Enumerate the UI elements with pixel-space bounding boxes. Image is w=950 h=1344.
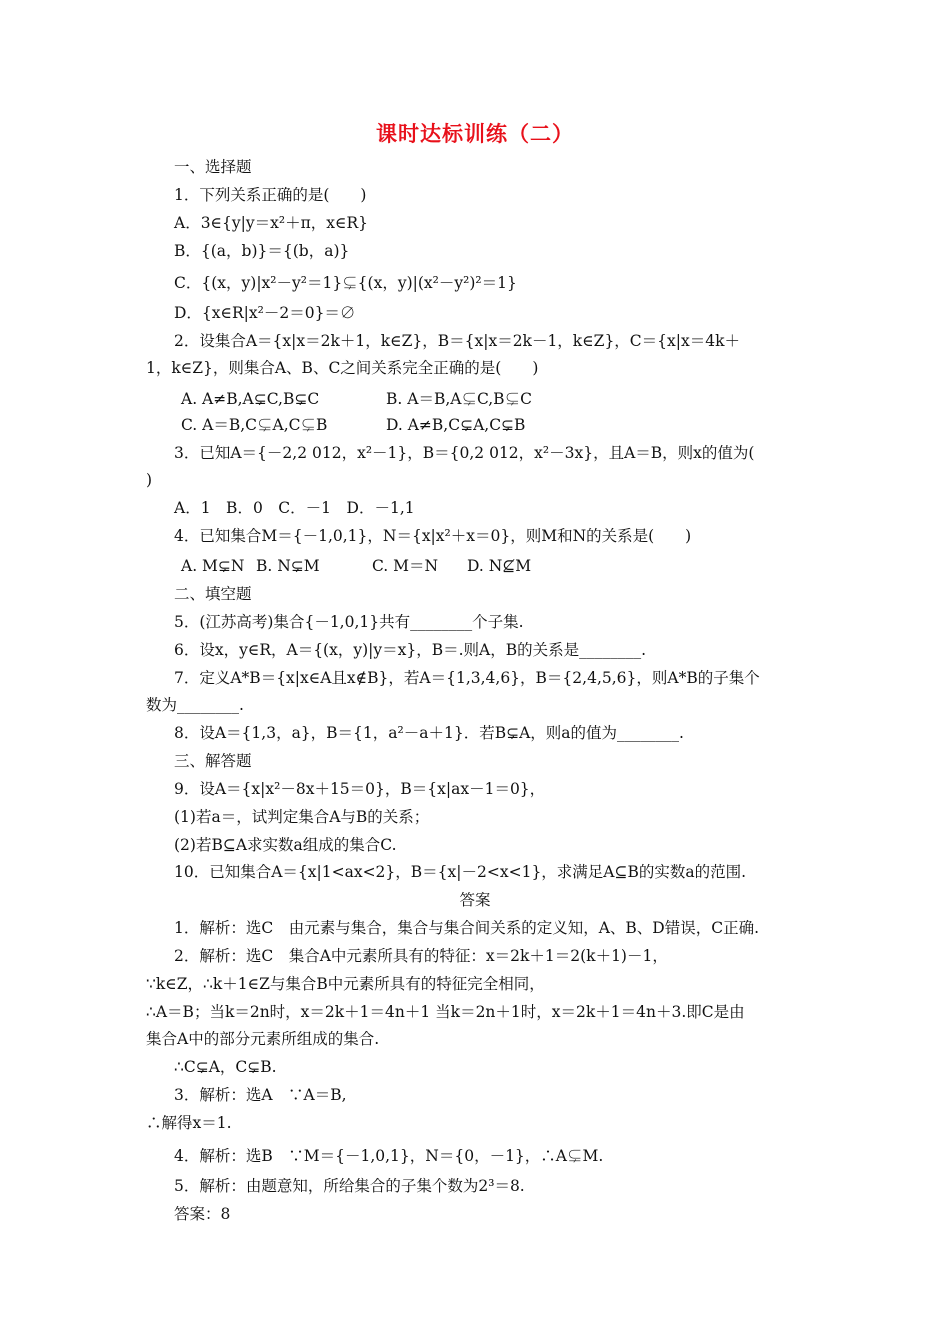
- question-9-part-2: (2)若B⊆A求实数a组成的集合C.: [174, 836, 397, 854]
- section-heading-solve: 三、解答题: [174, 752, 252, 770]
- question-2-option-d: D. A≠B,C⊊A,C⊊B: [386, 416, 526, 434]
- section-heading-fill: 二、填空题: [174, 585, 252, 603]
- question-1-option-b: B．{(a，b)}＝{(b，a)}: [174, 242, 350, 260]
- question-6: 6．设x，y∈R，A＝{(x，y)|y＝x}，B＝.则A，B的关系是________.: [174, 641, 647, 659]
- question-4-option-b: B. N⊊M: [256, 557, 320, 575]
- question-1-stem: 1．下列关系正确的是( ): [174, 186, 367, 204]
- question-8: 8．设A＝{1,3，a}，B＝{1，a²－a＋1}．若B⊊A，则a的值为________.: [174, 724, 684, 742]
- question-2-option-a: A. A≠B,A⊊C,B⊊C: [181, 390, 320, 408]
- page-title: 课时达标训练（二）: [376, 122, 574, 146]
- answer-2-line-3: ∴A＝B；当k＝2n时，x＝2k＋1＝4n＋1 当k＝2n＋1时，x＝2k＋1＝4n＋3.即C是由: [146, 1003, 745, 1021]
- question-1-option-a: A．3∈{y|y＝x²＋π，x∈R}: [174, 214, 369, 232]
- question-7-line-1: 7．定义A*B＝{x|x∈A且x∉B}，若A＝{1,3,4,6}，B＝{2,4,5,6}，则A*B的子集个: [174, 669, 760, 687]
- question-2-option-b: B. A＝B,A⊊C,B⊊C: [386, 390, 532, 408]
- answer-2-line-1: 2．解析：选C 集合A中元素所具有的特征：x＝2k＋1＝2(k＋1)－1，: [174, 947, 668, 965]
- question-4-option-c: C. M＝N: [372, 557, 439, 575]
- question-10: 10．已知集合A＝{x|1<ax<2}，B＝{x|－2<x<1}，求满足A⊆B的实数a的范围.: [174, 863, 747, 881]
- question-3-options: A．1 B．0 C．－1 D．－1,1: [174, 499, 415, 517]
- question-3-stem-line-2: ): [146, 471, 153, 489]
- question-2-stem-line-1: 2．设集合A＝{x|x＝2k＋1，k∈Z}，B＝{x|x＝2k－1，k∈Z}，C＝{x|x＝4k＋: [174, 332, 740, 350]
- answer-3-line-2: ∴解得x＝1.: [146, 1114, 232, 1132]
- question-5: 5．(江苏高考)集合{－1,0,1}共有________个子集.: [174, 613, 524, 631]
- answer-1: 1．解析：选C 由元素与集合，集合与集合间关系的定义知，A、B、D错误，C正确.: [174, 919, 760, 937]
- question-2-option-c: C. A＝B,C⊊A,C⊊B: [181, 416, 328, 434]
- answer-2-line-4: 集合A中的部分元素所组成的集合.: [146, 1030, 380, 1048]
- question-4-stem: 4．已知集合M＝{－1,0,1}，N＝{x|x²＋x＝0}，则M和N的关系是( ): [174, 527, 692, 545]
- answer-3-line-1: 3．解析：选A ∵A＝B,: [174, 1086, 347, 1104]
- answer-2-line-2: ∵k∈Z，∴k＋1∈Z与集合B中元素所具有的特征完全相同，: [146, 975, 545, 993]
- question-4-option-a: A. M⊊N: [181, 557, 245, 575]
- question-7-line-2: 数为________.: [146, 696, 244, 714]
- answers-heading: 答案: [459, 891, 491, 909]
- question-4-option-d: D. N⊈M: [467, 557, 532, 575]
- answer-2-line-5: ∴C⊊A，C⊊B.: [174, 1058, 277, 1076]
- question-3-stem-line-1: 3．已知A＝{－2,2 012，x²－1}，B＝{0,2 012，x²－3x}，且A＝B，则x的值为(: [174, 444, 755, 462]
- question-1-option-d: D．{x∈R|x²－2＝0}＝∅: [174, 304, 356, 322]
- answer-5-line-2: 答案：8: [174, 1205, 231, 1223]
- section-heading-choice: 一、选择题: [174, 158, 252, 176]
- answer-5-line-1: 5．解析：由题意知，所给集合的子集个数为2³＝8.: [174, 1177, 525, 1195]
- question-9-stem: 9．设A＝{x|x²－8x＋15＝0}，B＝{x|ax－1＝0}，: [174, 780, 546, 798]
- question-1-option-c: C．{(x，y)|x²－y²＝1}⊊{(x，y)|(x²－y²)²＝1}: [174, 274, 517, 292]
- question-2-stem-line-2: 1，k∈Z}，则集合A、B、C之间关系完全正确的是( ): [146, 359, 539, 377]
- question-9-part-1: (1)若a＝，试判定集合A与B的关系；: [174, 808, 430, 826]
- answer-4: 4．解析：选B ∵M＝{－1,0,1}，N＝{0，－1}，∴A⊊M.: [174, 1147, 604, 1165]
